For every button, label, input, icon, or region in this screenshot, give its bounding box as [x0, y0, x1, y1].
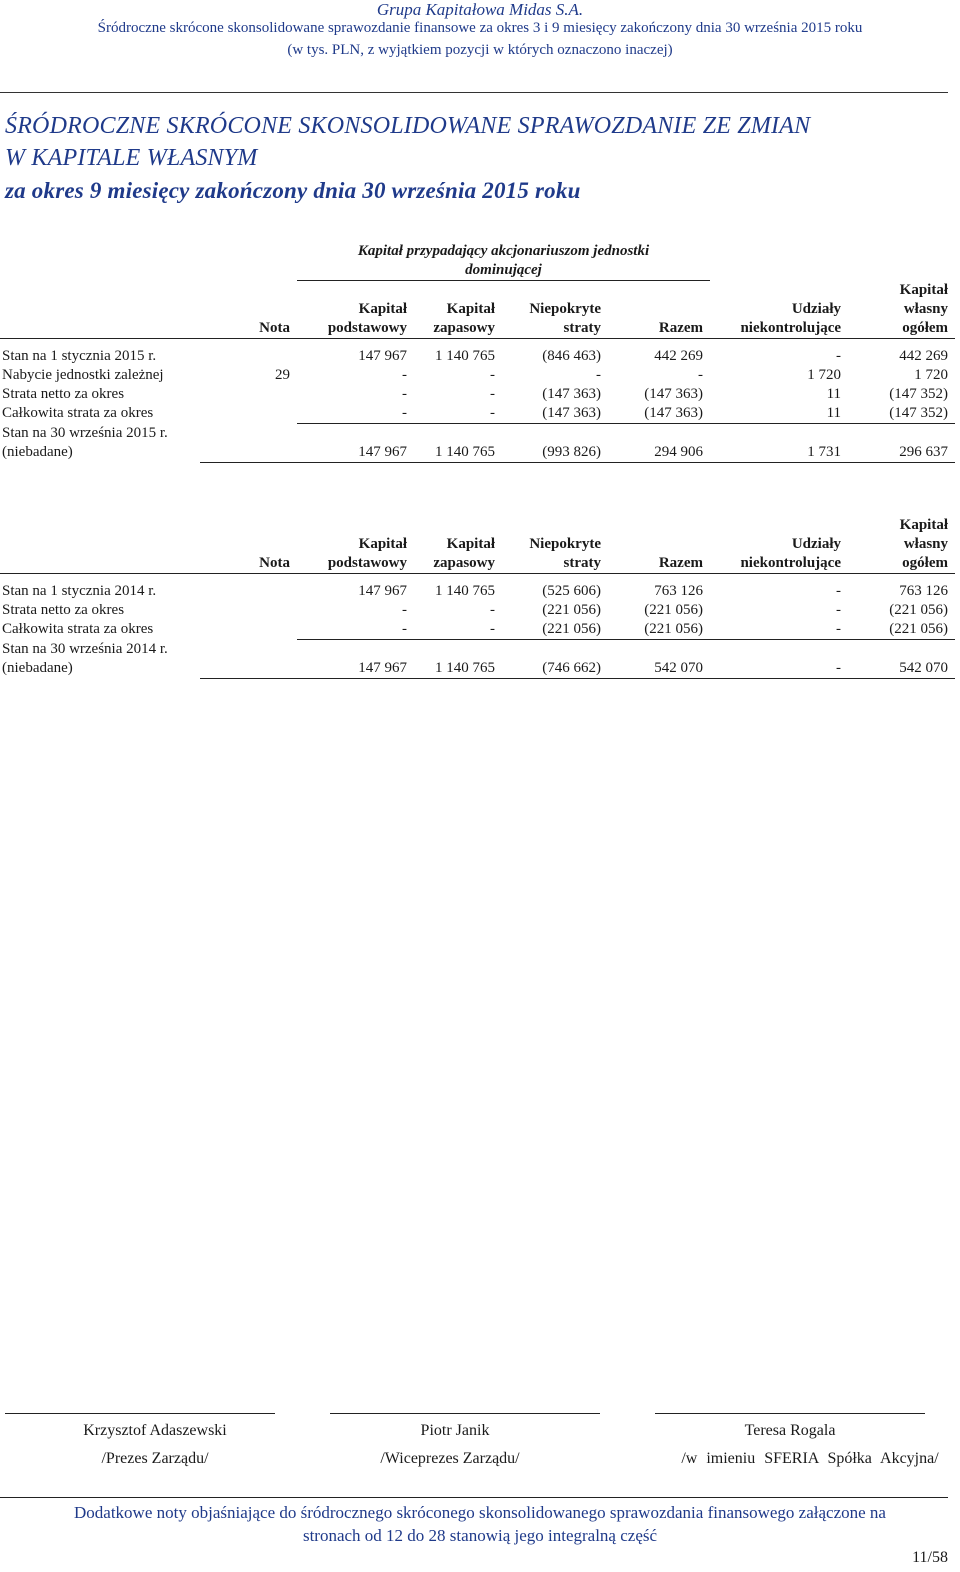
col-nci-1: Udziały — [791, 536, 841, 552]
signature-line — [330, 1413, 600, 1414]
col-nci-2: niekontrolujące — [710, 554, 848, 574]
equity-table-2014 — [0, 516, 955, 679]
signature-line — [655, 1413, 925, 1414]
col-nota: Nota — [200, 554, 297, 574]
col-total-equity-1: Kapitał — [899, 517, 948, 533]
equity-table-2015 — [0, 242, 955, 463]
col-reserve-capital-2: zapasowy — [414, 319, 502, 339]
col-reserve-capital-2: zapasowy — [414, 554, 502, 574]
statement-title-line2: W KAPITALE WŁASNYM — [5, 145, 258, 171]
col-total-equity-2: własny — [903, 536, 948, 552]
end-label-2014: Stan na 30 września 2014 r. — [2, 641, 168, 657]
group-header: Kapitał przypadający akcjonariuszom jednostki dominującej — [297, 242, 710, 281]
table-row: (niebadane) 147 967 1 140 765 (746 662) 542 070 - 542 070 — [0, 659, 955, 679]
col-uncovered-losses-1: Niepokryte — [529, 301, 601, 317]
signatory-role: /w imieniu SFERIA Spółka Akcyjna/ — [681, 1450, 939, 1467]
col-share-capital-1: Kapitał — [358, 536, 407, 552]
report-title: Śródroczne skrócone skonsolidowane sprawozdanie finansowe za okres 3 i 9 miesięcy zakończony dnia 30 września 2015 roku — [97, 20, 863, 36]
col-total-equity-3: ogółem — [848, 319, 955, 339]
table-row: Stan na 1 stycznia 2014 r. 147 967 1 140 765 (525 606) 763 126 - 763 126 — [2, 583, 948, 599]
footer-note-line2: stronach od 12 do 28 stanowią jego integralną część — [302, 1526, 658, 1545]
signatory-role: /Wiceprezes Zarządu/ — [380, 1450, 520, 1467]
signature-line — [5, 1413, 275, 1414]
company-name: Grupa Kapitałowa Midas S.A. — [376, 0, 584, 19]
signatory-name: Teresa Rogala — [744, 1422, 836, 1439]
col-total-equity-2: własny — [903, 301, 949, 317]
col-share-capital-2: podstawowy — [297, 319, 414, 339]
signatory-name: Krzysztof Adaszewski — [83, 1422, 227, 1439]
table-row: (niebadane) 147 967 1 140 765 (993 826) 294 906 1 731 296 637 — [0, 443, 955, 463]
footer-note-line1: Dodatkowe noty objaśniające do śródrocznego skróconego skonsolidowanego sprawozdania finansowego załączone na — [74, 1503, 886, 1522]
statement-period: za okres 9 miesięcy zakończony dnia 30 września 2015 roku — [5, 178, 581, 203]
col-uncovered-losses-1: Niepokryte — [529, 536, 601, 552]
col-share-capital-1: Kapitał — [358, 301, 407, 317]
statement-title-line1: ŚRÓDROCZNE SKRÓCONE SKONSOLIDOWANE SPRAWOZDANIE ZE ZMIAN — [5, 113, 811, 139]
table-row: Strata netto za okres - - (147 363) (147 363) 11 (147 352) — [2, 386, 949, 402]
col-uncovered-losses-2: straty — [502, 319, 608, 339]
col-nci-1: Udziały — [791, 301, 842, 317]
col-uncovered-losses-2: straty — [502, 554, 608, 574]
col-reserve-capital-1: Kapitał — [446, 301, 495, 317]
table-row: Strata netto za okres - - (221 056) (221 056) - (221 056) — [2, 602, 948, 618]
signatory-name: Piotr Janik — [420, 1422, 490, 1439]
header-divider — [0, 92, 948, 93]
footer-divider — [0, 1497, 948, 1498]
table-row: Stan na 1 stycznia 2015 r. 147 967 1 140 765 (846 463) 442 269 - 442 269 — [2, 348, 949, 364]
col-nci-2: niekontrolujące — [710, 319, 848, 339]
col-total: Razem — [608, 554, 710, 574]
col-nota: Nota — [200, 319, 297, 339]
page-number: 11/58 — [912, 1549, 948, 1566]
col-share-capital-2: podstawowy — [297, 554, 414, 574]
table-row: Nabycie jednostki zależnej 29 - - - - 1 720 1 720 — [2, 367, 949, 383]
end-label-2015: Stan na 30 września 2015 r. — [2, 425, 168, 441]
signatory-role: /Prezes Zarządu/ — [101, 1450, 209, 1467]
col-total-equity-3: ogółem — [848, 554, 955, 574]
table-row: Całkowita strata za okres - - (147 363) (147 363) 11 (147 352) — [0, 404, 955, 424]
col-total-equity-1: Kapitał — [899, 282, 949, 298]
col-total: Razem — [608, 319, 710, 339]
col-reserve-capital-1: Kapitał — [446, 536, 495, 552]
table-row: Całkowita strata za okres - - (221 056) (221 056) - (221 056) — [0, 620, 955, 640]
units-note: (w tys. PLN, z wyjątkiem pozycji w których oznaczono inaczej) — [287, 42, 673, 58]
